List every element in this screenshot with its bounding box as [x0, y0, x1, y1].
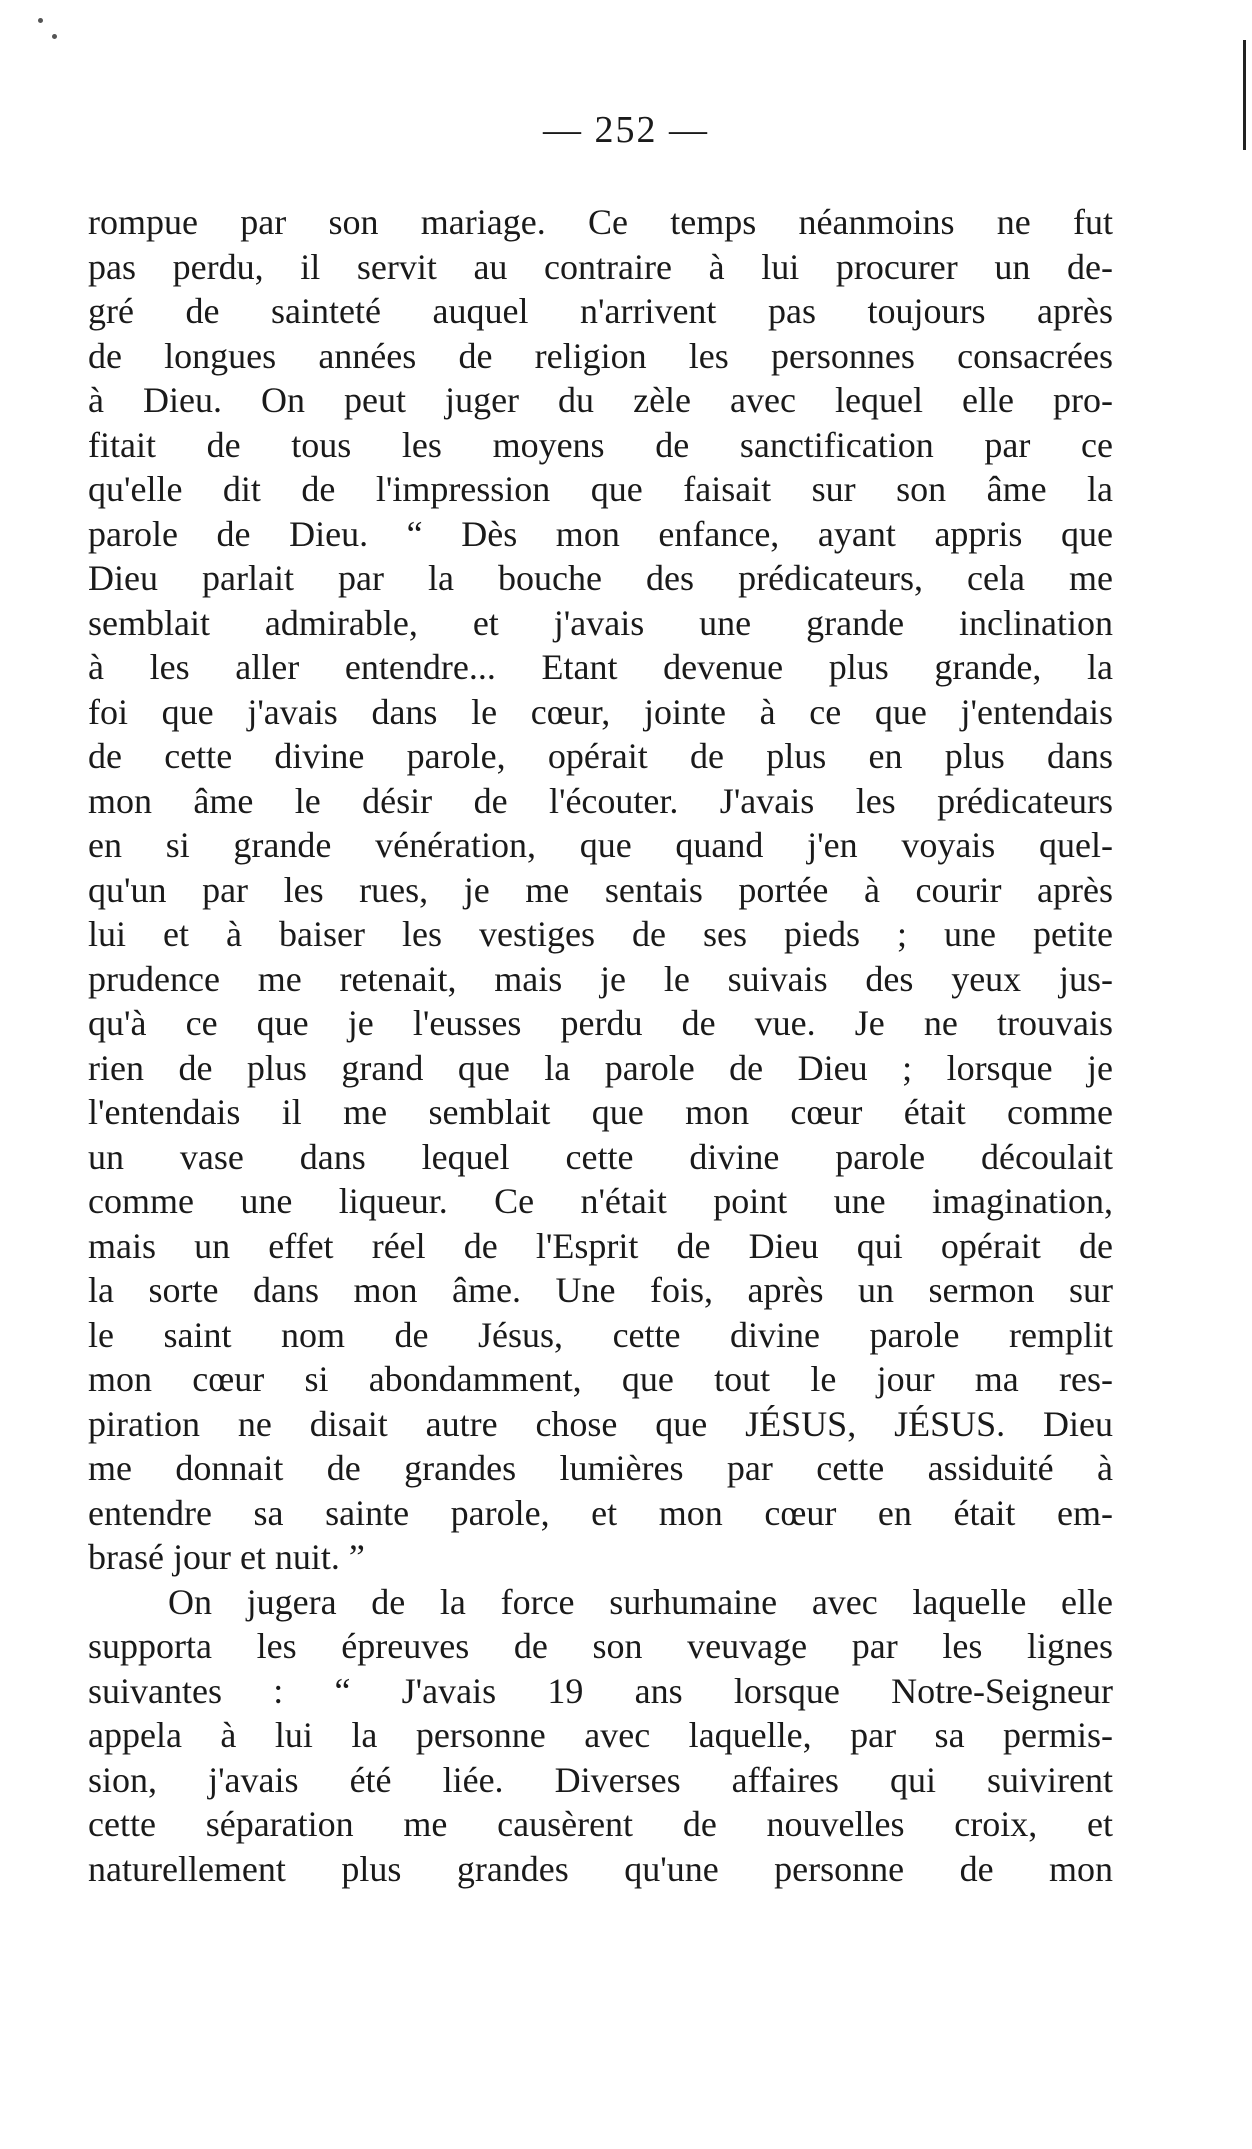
- text-line: prudence me retenait, mais je le suivais des yeux jus-: [88, 958, 1113, 999]
- text-line: rien de plus grand que la parole de Dieu ; lorsque je: [88, 1047, 1113, 1088]
- text-line: foi que j'avais dans le cœur, jointe à ce que j'entendais: [88, 691, 1113, 732]
- text-line: l'entendais il me semblait que mon cœur était comme: [88, 1092, 1113, 1132]
- speck-mark: [38, 18, 43, 23]
- text-line: me donnait de grandes lumières par cette assiduité à: [88, 1448, 1113, 1488]
- text-line: fitait de tous les moyens de sanctification par ce: [88, 424, 1113, 465]
- page-number: — 252 —: [543, 109, 709, 151]
- text-line: le saint nom de Jésus, cette divine parole remplit: [88, 1314, 1113, 1355]
- text-line: à Dieu. On peut juger du zèle avec lequel elle pro-: [88, 380, 1113, 420]
- text-line: gré de sainteté auquel n'arrivent pas toujours après: [88, 291, 1113, 331]
- text-line: pas perdu, il servit au contraire à lui procurer un de-: [88, 246, 1113, 287]
- text-line: parole de Dieu. “ Dès mon enfance, ayant appris que: [88, 513, 1113, 554]
- text-line: suivantes : “ J'avais 19 ans lorsque Notre-Seigneur: [88, 1670, 1113, 1711]
- text-line: comme une liqueur. Ce n'était point une imagination,: [88, 1181, 1113, 1221]
- text-line: supporta les épreuves de son veuvage par les lignes: [88, 1626, 1113, 1666]
- text-line: de longues années de religion les personnes consacrées: [88, 335, 1113, 376]
- text-line: mon âme le désir de l'écouter. J'avais les prédicateurs: [88, 780, 1113, 821]
- text-line: rompue par son mariage. Ce temps néanmoins ne fut: [88, 202, 1113, 242]
- text-line: qu'à ce que je l'eusses perdu de vue. Je ne trouvais: [88, 1003, 1113, 1043]
- text-line: semblait admirable, et j'avais une grande inclination: [88, 602, 1113, 643]
- body-text: [88, 200, 1113, 1891]
- text-line: lui et à baiser les vestiges de ses pieds ; une petite: [88, 914, 1113, 954]
- text-line: cette séparation me causèrent de nouvelles croix, et: [88, 1804, 1113, 1844]
- text-line: qu'elle dit de l'impression que faisait sur son âme la: [88, 469, 1113, 509]
- text-line: appela à lui la personne avec laquelle, par sa permis-: [88, 1715, 1113, 1755]
- text-line: naturellement plus grandes qu'une personne de mon: [88, 1848, 1113, 1889]
- text-line: de cette divine parole, opérait de plus en plus dans: [88, 736, 1113, 776]
- text-line: brasé jour et nuit. ”: [88, 1537, 365, 1577]
- text-line: un vase dans lequel cette divine parole découlait: [88, 1136, 1113, 1177]
- text-line: qu'un par les rues, je me sentais portée à courir après: [88, 869, 1113, 910]
- text-line: On jugera de la force surhumaine avec laquelle elle: [168, 1581, 1113, 1622]
- text-line: mon cœur si abondamment, que tout le jour ma res-: [88, 1359, 1113, 1399]
- text-line: Dieu parlait par la bouche des prédicateurs, cela me: [88, 558, 1113, 598]
- text-line: entendre sa sainte parole, et mon cœur en était em-: [88, 1492, 1113, 1533]
- speck-mark: [52, 34, 57, 39]
- text-line: piration ne disait autre chose que JÉSUS, JÉSUS. Dieu: [88, 1403, 1113, 1444]
- text-line: mais un effet réel de l'Esprit de Dieu qui opérait de: [88, 1225, 1113, 1266]
- text-line: sion, j'avais été liée. Diverses affaires qui suivirent: [88, 1759, 1113, 1800]
- text-line: à les aller entendre... Etant devenue plus grande, la: [88, 647, 1113, 687]
- text-line: en si grande vénération, que quand j'en voyais quel-: [88, 825, 1113, 865]
- text-line: la sorte dans mon âme. Une fois, après un sermon sur: [88, 1270, 1113, 1310]
